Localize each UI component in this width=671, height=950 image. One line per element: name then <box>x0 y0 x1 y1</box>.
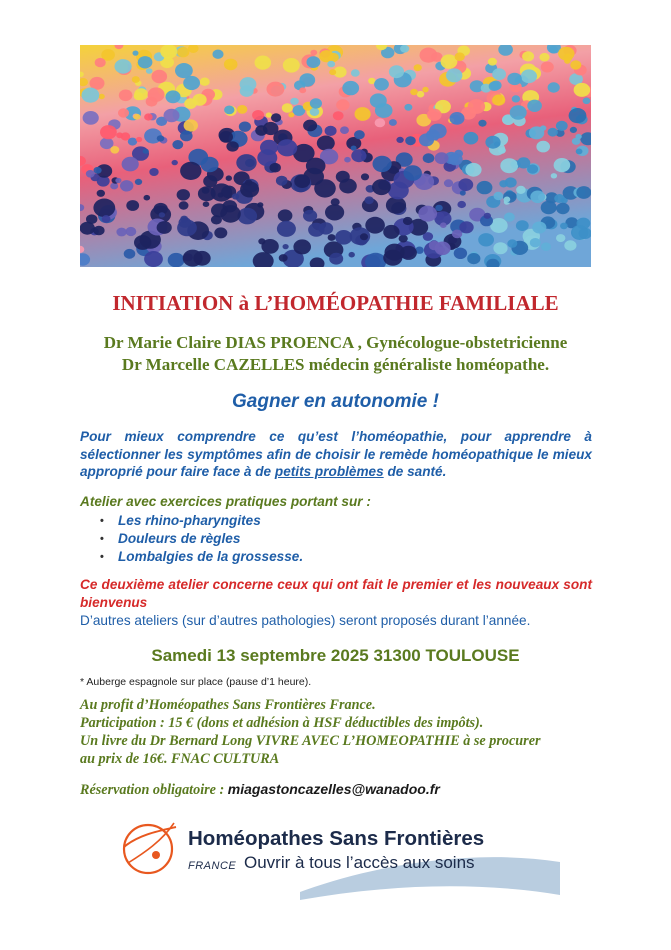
paint-dot <box>583 98 591 105</box>
paint-dot <box>93 226 104 236</box>
paint-dot <box>172 140 183 149</box>
paint-dot <box>493 242 507 254</box>
paint-dot <box>361 173 369 180</box>
paint-dot <box>325 126 337 136</box>
paint-dot <box>507 239 517 247</box>
paint-dot <box>572 138 581 145</box>
paint-dot <box>374 78 389 91</box>
paint-dot <box>564 240 576 250</box>
paint-dot <box>245 179 252 185</box>
paint-dot <box>86 214 97 224</box>
paint-dot <box>179 201 189 209</box>
paint-dot <box>319 222 334 234</box>
paint-dot <box>166 90 181 103</box>
paint-dot <box>175 63 193 78</box>
paint-dot <box>282 103 293 112</box>
paint-dot <box>446 68 462 82</box>
paint-dot <box>360 233 368 240</box>
paint-dot <box>560 223 568 230</box>
paint-dot <box>422 87 428 93</box>
paint-dot <box>97 190 105 197</box>
paint-dot <box>530 191 545 204</box>
paint-dot <box>325 204 344 220</box>
paint-dot <box>517 157 530 168</box>
paint-dot <box>226 175 232 181</box>
paint-dot <box>226 141 238 151</box>
paint-dot <box>375 118 386 127</box>
paint-dot <box>119 90 133 102</box>
paint-dot <box>389 119 397 126</box>
lunch-note: * Auberge espagnole sur place (pause d’1 heure). <box>80 676 312 688</box>
paint-dot <box>184 119 198 131</box>
paint-dot <box>327 61 335 68</box>
paint-dot <box>133 114 140 120</box>
paint-dot <box>336 99 349 110</box>
list-item: • Douleurs de règles <box>80 530 580 548</box>
paint-dot <box>454 248 467 259</box>
paint-dot <box>276 176 288 186</box>
paint-dot <box>267 82 285 97</box>
paint-dot <box>200 78 210 86</box>
paint-dot <box>438 247 445 253</box>
paint-dot <box>512 95 520 102</box>
paint-dot <box>465 163 481 177</box>
paint-dot <box>504 197 511 203</box>
paint-dot <box>232 193 239 199</box>
paint-dot <box>389 65 404 78</box>
paint-dot <box>239 122 251 132</box>
paint-dot <box>148 87 165 101</box>
paint-dot <box>144 195 151 201</box>
notice-text: Ce deuxième atelier concerne ceux qui ont fait le premier et les nouveaux sont bienvenus <box>80 577 592 610</box>
paint-dot <box>99 94 105 99</box>
paint-dot <box>400 246 417 260</box>
paint-dot <box>133 51 139 56</box>
paint-dot <box>331 198 340 206</box>
paint-dot <box>124 249 136 259</box>
paint-dot <box>263 122 279 135</box>
paint-dot <box>219 131 233 143</box>
paint-dot <box>450 112 465 125</box>
paint-dot <box>339 179 357 194</box>
paint-dot <box>576 149 583 155</box>
paint-dot <box>149 168 158 176</box>
paint-dot <box>504 213 515 222</box>
paint-dot <box>354 130 365 139</box>
reservation-label: Réservation obligatoire : <box>80 782 228 798</box>
paint-dot <box>314 179 336 197</box>
paint-dot <box>576 186 591 199</box>
paint-dot <box>283 244 289 249</box>
paint-dot <box>577 218 591 230</box>
paint-dot <box>319 50 333 62</box>
paint-dot <box>468 99 485 114</box>
paint-dot <box>417 91 425 98</box>
paint-dot <box>435 152 449 164</box>
paint-dot <box>134 235 151 250</box>
paint-dot <box>290 98 299 105</box>
paint-dot <box>303 120 317 132</box>
hsf-logo-icon <box>118 817 178 877</box>
paint-dot <box>570 127 577 133</box>
paint-dot <box>270 163 281 173</box>
paint-dot <box>420 48 438 63</box>
paint-dot <box>168 253 185 267</box>
paint-dot <box>203 201 210 207</box>
paint-dot <box>224 59 238 71</box>
paint-dot <box>266 112 272 117</box>
paint-dot <box>351 149 366 162</box>
paint-dot <box>146 68 153 74</box>
intro-text-before: Pour mieux comprendre ce qu’est l’homéopathie, pour apprendre à sélectionner les symptômes afin de choisir le remède homéopathique le mieux approprié pour faire face à de <box>80 429 592 479</box>
paint-dot <box>180 216 188 223</box>
paint-dot <box>277 221 296 237</box>
paint-dot <box>126 227 137 236</box>
paint-dot <box>258 238 265 244</box>
paint-dot <box>126 200 139 211</box>
paint-dot <box>400 45 409 53</box>
paint-dot <box>516 220 529 231</box>
paint-dot <box>310 98 322 108</box>
paint-dot <box>328 234 336 241</box>
paint-dot <box>457 201 466 208</box>
paint-dot <box>340 126 349 134</box>
paint-dot <box>110 146 119 154</box>
paint-dot <box>410 89 418 95</box>
paint-dot <box>403 217 413 225</box>
paint-dot <box>157 221 172 234</box>
paint-dot <box>500 158 518 173</box>
paint-dot <box>180 131 193 142</box>
tagline: Gagner en autonomie ! <box>232 391 439 412</box>
paint-dot <box>414 64 422 71</box>
paint-dot <box>307 56 321 68</box>
paint-dot <box>541 242 551 251</box>
paint-dot <box>478 120 486 127</box>
paint-dot <box>373 156 392 172</box>
paint-dot <box>467 253 480 264</box>
paint-dot <box>498 147 506 154</box>
paint-dot <box>288 112 294 117</box>
intro-paragraph <box>80 428 592 481</box>
paint-dot <box>527 100 542 112</box>
paint-dot <box>224 106 234 115</box>
paint-dot <box>293 239 311 254</box>
paint-dot <box>82 88 100 103</box>
paint-dot <box>570 60 581 69</box>
paint-dot <box>488 58 497 66</box>
org-name: Homéopathes Sans Frontières <box>188 827 485 850</box>
paint-dot <box>303 210 317 222</box>
topic-list <box>80 512 580 566</box>
paint-dot <box>499 180 508 187</box>
paint-dot <box>485 136 500 149</box>
paint-dot <box>464 132 479 145</box>
benefit-line: Participation : 15 € (dons et adhésion à HSF déductibles des impôts). <box>80 715 484 731</box>
paint-dot <box>477 181 493 194</box>
paint-dot <box>344 157 351 163</box>
doctor-line-1: Dr Marie Claire DIAS PROENCA , Gynécologue-obstetricienne <box>103 333 568 352</box>
paint-dot <box>556 203 569 214</box>
list-item: • Les rhino-pharyngites <box>80 512 580 530</box>
paint-dot <box>532 222 546 234</box>
paint-dot <box>198 186 216 201</box>
paint-dot <box>489 81 500 91</box>
paint-dot <box>494 192 504 200</box>
paint-dot <box>349 252 355 258</box>
paint-dot <box>144 113 153 120</box>
benefit-block <box>80 696 600 768</box>
paint-dot <box>115 59 132 74</box>
paint-dot <box>183 76 200 90</box>
paint-dot <box>541 62 554 73</box>
paint-dot <box>279 254 288 262</box>
paint-dot <box>329 253 343 265</box>
paint-dot <box>159 212 165 217</box>
paint-dot <box>138 56 153 68</box>
paint-dot <box>558 47 574 61</box>
paint-dot <box>95 58 106 67</box>
paint-dot <box>536 141 550 153</box>
paint-dot <box>383 250 402 266</box>
page-title: INITIATION à L’HOMÉOPATHIE FAMILIALE <box>112 291 559 315</box>
paint-dot <box>492 68 506 80</box>
paint-dot <box>440 222 447 228</box>
paint-dot <box>383 225 399 239</box>
banner-painting <box>80 45 591 267</box>
paint-dot <box>492 95 505 106</box>
paint-dot <box>455 52 465 61</box>
paint-dot <box>86 170 95 178</box>
paint-dot <box>423 153 435 163</box>
paint-dot <box>404 104 412 111</box>
paint-dot <box>115 178 121 183</box>
paint-dot <box>551 173 557 178</box>
benefit-line: Au profit d’Homéopathes Sans Frontières France. <box>80 697 376 713</box>
paint-dot <box>236 154 256 171</box>
paint-dot <box>183 250 203 267</box>
org-slogan: Ouvrir à tous l’accès aux soins <box>244 853 475 872</box>
paint-dot <box>237 105 247 114</box>
paint-dot <box>530 238 541 247</box>
paint-dot <box>102 215 111 223</box>
paint-dot <box>157 135 165 141</box>
paint-dot <box>435 205 443 211</box>
paint-dot <box>548 82 560 92</box>
benefit-line: Un livre du Dr Bernard Long VIVRE AVEC L’HOMEOPATHIE à se procurer <box>80 733 541 749</box>
paint-dot <box>335 230 352 245</box>
list-item: • Lombalgies de la grossesse. <box>80 548 580 566</box>
paint-dot <box>136 137 142 142</box>
reservation-email[interactable]: miagastoncazelles@wanadoo.fr <box>227 781 440 797</box>
paint-dot <box>143 149 149 154</box>
paint-dot <box>404 165 422 181</box>
paint-dot <box>110 183 118 190</box>
paint-dot <box>427 109 442 121</box>
org-country: FRANCE <box>188 860 237 872</box>
paint-dot <box>177 189 190 200</box>
paint-dot <box>399 235 408 243</box>
paint-dot <box>317 136 335 151</box>
paint-dot <box>184 98 197 109</box>
paint-dot <box>342 81 359 95</box>
intro-text-after: de santé. <box>383 464 447 479</box>
paint-dot <box>405 136 416 145</box>
paint-dot <box>556 234 565 242</box>
paint-dot <box>116 228 126 237</box>
paint-dot <box>283 58 300 73</box>
paint-dot <box>355 107 371 121</box>
paint-dot <box>278 209 293 221</box>
event-date-location: Samedi 13 septembre 2025 31300 TOULOUSE <box>151 646 520 665</box>
paint-dot <box>299 87 306 93</box>
paint-dot <box>510 105 527 119</box>
paint-dot <box>484 213 491 219</box>
paint-dot <box>556 121 568 131</box>
paint-dot <box>548 128 558 137</box>
paint-dot <box>554 158 571 172</box>
paint-dot <box>306 158 326 175</box>
paint-dot <box>418 206 437 222</box>
paint-dot <box>452 230 462 239</box>
workshop-heading: Atelier avec exercices pratiques portant sur : <box>80 494 371 509</box>
paint-dot <box>333 111 344 120</box>
paint-dot <box>521 69 537 83</box>
paint-dot <box>122 157 139 172</box>
paint-dot <box>277 139 297 156</box>
paint-dot <box>128 138 137 146</box>
paint-dot <box>83 111 99 125</box>
paint-dot <box>574 83 591 97</box>
paint-dot <box>93 199 115 218</box>
paint-dot <box>177 47 189 57</box>
paint-dot <box>539 53 549 62</box>
paint-dot <box>310 108 320 116</box>
paint-dot <box>507 73 522 85</box>
paint-dot <box>541 201 557 215</box>
paint-dot <box>94 167 102 174</box>
paint-dot <box>211 203 228 217</box>
reservation-line <box>80 781 440 799</box>
paint-dot <box>132 76 140 83</box>
paint-dot <box>478 233 494 246</box>
paint-dot <box>172 160 178 165</box>
paint-dot <box>152 70 168 83</box>
paint-dot <box>255 56 272 70</box>
paint-dot <box>516 186 526 194</box>
paint-dot <box>118 108 129 117</box>
paint-dot <box>458 178 473 191</box>
paint-dot <box>444 179 453 187</box>
doctor-line-2: Dr Marcelle CAZELLES médecin généraliste homéopathe. <box>121 355 550 374</box>
paint-dot <box>365 196 374 204</box>
paint-dot <box>144 251 163 267</box>
paint-dot <box>135 179 142 185</box>
paint-dot <box>180 162 201 180</box>
paint-dot <box>529 126 544 139</box>
paint-dot <box>396 137 403 143</box>
paint-dot <box>214 227 227 238</box>
paint-dot <box>569 108 587 123</box>
intro-underlined-text: petits problèmes <box>274 464 384 479</box>
paint-dot <box>213 50 224 59</box>
paint-dot <box>370 93 387 108</box>
paint-dot <box>164 109 180 123</box>
paint-dot <box>120 180 133 191</box>
paint-dot <box>549 46 558 54</box>
paint-dot <box>294 174 310 188</box>
paint-dot <box>252 110 264 120</box>
other-workshops-text: D’autres ateliers (sur d’autres pathologies) seront proposés durant l’année. <box>80 613 531 628</box>
paint-dot <box>522 51 534 61</box>
paint-dot <box>372 179 391 195</box>
paint-dot <box>134 92 144 100</box>
paint-dot <box>329 69 336 75</box>
paint-dot <box>351 69 360 77</box>
paint-dot <box>460 190 466 195</box>
paint-dot <box>271 113 281 122</box>
paint-dot <box>100 125 117 139</box>
paint-dot <box>419 133 434 146</box>
paint-dot <box>201 157 219 172</box>
paint-dot <box>240 77 257 91</box>
benefit-line: au prix de 16€. FNAC CULTURA <box>80 751 280 767</box>
